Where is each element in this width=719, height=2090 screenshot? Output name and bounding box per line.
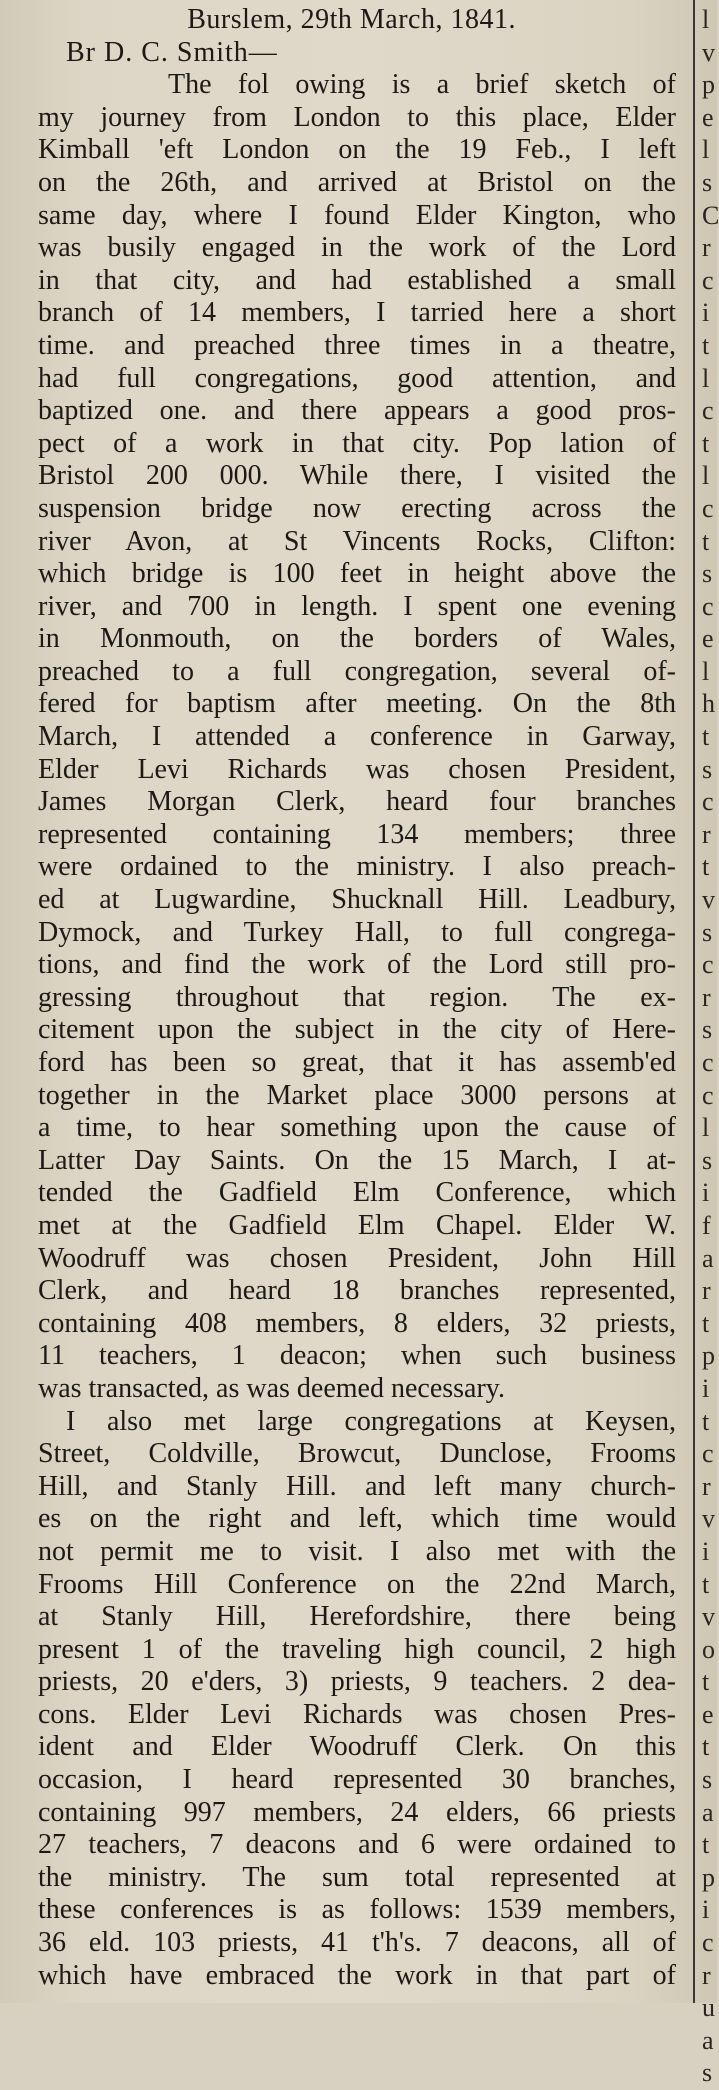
adjacent-column-letter: v [702,1504,715,1534]
adjacent-column-letter: l [702,656,710,686]
text-line: ed at Lugwardine, Shucknall Hill. Leadbury, [38,884,676,916]
text-line: which have embraced the work in that part of [38,1959,676,1991]
adjacent-column-letter: l [702,461,710,491]
adjacent-column-letter: l [702,135,710,165]
adjacent-column-letter: t [702,1667,710,1697]
text-line: 11 teachers, 1 deacon; when such business [38,1340,676,1372]
adjacent-column-letter: s [702,1145,713,1175]
text-line: Street, Coldville, Browcut, Dunclose, Frooms [38,1438,676,1470]
text-line: March, I attended a conference in Garway, [38,721,676,753]
adjacent-column-letter: r [702,233,711,263]
adjacent-column-letter: p [702,1341,715,1371]
adjacent-column-letter: r [702,982,711,1012]
text-line: gressing throughout that region. The ex- [38,981,676,1013]
adjacent-column-letter: i [702,1373,710,1403]
adjacent-column-letter: r [702,1276,711,1306]
adjacent-column-letter: a [702,1797,714,1827]
text-line: The fol owing is a brief sketch of [168,69,676,101]
adjacent-column-letter: s [702,754,713,784]
text-line: on the 26th, and arrived at Bristol on the [38,166,676,198]
text-line: time. and preached three times in a theatre, [38,329,676,361]
adjacent-column-letter: c [702,1928,714,1958]
adjacent-column-letter: s [702,2058,713,2088]
text-line: branch of 14 members, I tarried here a short [38,297,676,329]
adjacent-column-letter: v [702,37,715,67]
adjacent-column-letter: c [702,1439,714,1469]
text-line: in that city, and had established a small [38,264,676,296]
text-line: es on the right and left, which time would [38,1503,676,1535]
text-line: met at the Gadfield Elm Chapel. Elder W. [38,1209,676,1241]
text-line: Dymock, and Turkey Hall, to full congrega- [38,916,676,948]
text-line: priests, 20 e'ders, 3) priests, 9 teachers. 2 dea- [38,1666,676,1698]
adjacent-column-letter: t [702,1406,710,1436]
text-line: Elder Levi Richards was chosen President, [38,753,676,785]
text-line: river Avon, at St Vincents Rocks, Clifton: [38,525,676,557]
text-line: not permit me to visit. I also met with the [38,1535,676,1567]
adjacent-column-letter: t [702,1732,710,1762]
adjacent-column-letter: e [702,102,714,132]
adjacent-column-letter: i [702,1178,710,1208]
text-line: Frooms Hill Conference on the 22nd March, [38,1568,676,1600]
text-line: Clerk, and heard 18 branches represented, [38,1275,676,1307]
adjacent-column-letter: C [702,200,719,230]
text-line: 27 teachers, 7 deacons and 6 were ordained to [38,1829,676,1861]
text-line: suspension bridge now erecting across the [38,492,676,524]
text-line: at Stanly Hill, Herefordshire, there being [38,1601,676,1633]
text-line: my journey from London to this place, Elder [38,101,676,133]
text-line: were ordained to the ministry. I also preach- [38,851,676,883]
article-paragraph-2 [38,1406,676,1993]
adjacent-column-letter: v [702,885,715,915]
text-line: 36 eld. 103 priests, 41 t'h's. 7 deacons, all of [38,1927,676,1959]
text-line: containing 997 members, 24 elders, 66 priests [38,1796,676,1828]
adjacent-column-letter: s [702,917,713,947]
text-line: which bridge is 100 feet in height above the [38,558,676,590]
adjacent-column-letter: c [702,591,714,621]
text-line: had full congregations, good attention, and [38,362,676,394]
text-line: containing 408 members, 8 elders, 32 priests, [38,1307,676,1339]
adjacent-column-letter: t [702,526,710,556]
text-line: river, and 700 in length. I spent one evening [38,590,676,622]
adjacent-column-letter: c [702,1048,714,1077]
text-line: in Monmouth, on the borders of Wales, [38,623,676,655]
adjacent-column-letter: t [702,722,710,752]
adjacent-column-letter: t [702,852,710,882]
adjacent-column-letter: v [702,1602,715,1632]
text-line: ident and Elder Woodruff Clerk. On this [38,1731,676,1763]
text-line: pect of a work in that city. Pop lation of [38,427,676,459]
adjacent-column-letter: c [702,493,714,523]
text-line: Woodruff was chosen President, John Hill [38,1242,676,1274]
adjacent-column-letter: t [702,1830,710,1860]
adjacent-column-letter: i [702,298,710,328]
adjacent-column-letter: i [702,1895,710,1925]
adjacent-column-letter: t [702,1569,710,1599]
text-line: a time, to hear something upon the cause of [38,1112,676,1144]
text-line: was busily engaged in the work of the Lord [38,232,676,264]
text-line: James Morgan Clerk, heard four branches [38,786,676,818]
adjacent-column-letter: p [702,1862,715,1892]
adjacent-column-letter: i [702,1536,710,1566]
adjacent-column-letter: l [702,1113,710,1143]
adjacent-column-letter: h [702,689,715,719]
adjacent-column-letter: a [702,1243,714,1273]
text-line: citement upon the subject in the city of Here- [38,1014,676,1046]
text-line: Latter Day Saints. On the 15 March, I at- [38,1144,676,1176]
text-line: ford has been so great, that it has assemb'ed [38,1047,676,1078]
text-line: cons. Elder Levi Richards was chosen Pres- [38,1698,676,1730]
text-line: Bristol 200 000. While there, I visited the [38,460,676,492]
text-line: was transacted, as was deemed necessary. [38,1372,505,1404]
adjacent-column-letter: a [702,2025,714,2055]
text-line: the ministry. The sum total represented at [38,1861,676,1893]
adjacent-column-letter: c [702,1080,714,1110]
adjacent-column-letter: u [702,1993,715,2023]
text-line: same day, where I found Elder Kington, who [38,199,676,231]
adjacent-column-letter: s [702,559,713,589]
text-line: Hill, and Stanly Hill. and left many church- [38,1470,676,1502]
adjacent-column-letter: o [702,1634,715,1664]
article-salutation: Br D. C. Smith— [66,36,278,68]
adjacent-column-letter: p [702,70,715,100]
adjacent-column-letter: f [702,1210,711,1240]
adjacent-column-fragment [698,0,719,2088]
adjacent-column-letter: s [702,167,713,197]
adjacent-column-letter: r [702,1471,711,1501]
text-line: I also met large congregations at Keysen, [66,1405,676,1437]
text-line: tions, and find the work of the Lord still pro- [38,949,676,981]
text-line: together in the Market place 3000 persons at [38,1079,676,1111]
text-line: baptized one. and there appears a good pros- [38,395,676,427]
text-line: Kimball 'eft London on the 19 Feb., I left [38,134,676,166]
adjacent-column-letter: c [702,265,714,295]
adjacent-column-letter: s [702,1015,713,1045]
adjacent-column-letter: c [702,950,714,980]
text-line: fered for baptism after meeting. On the 8th [38,688,676,720]
adjacent-column-letter: r [702,819,711,849]
adjacent-column-letter: t [702,1308,710,1338]
text-line: occasion, I heard represented 30 branches, [38,1764,676,1796]
adjacent-column-letter: s [702,1765,713,1795]
adjacent-column-letter: e [702,1699,714,1729]
adjacent-column-letter: t [702,428,710,458]
text-line: represented containing 134 members; three [38,818,676,850]
text-line: preached to a full congregation, several of- [38,655,676,687]
adjacent-column-letter: l [702,5,710,34]
column-divider [693,0,695,2003]
adjacent-column-letter: l [702,363,710,393]
text-line: tended the Gadfield Elm Conference, which [38,1177,676,1209]
text-line: present 1 of the traveling high council, 2 high [38,1633,676,1665]
adjacent-column-letter: c [702,396,714,426]
adjacent-column-letter: e [702,624,714,654]
text-line: these conferences is as follows: 1539 members, [38,1894,676,1926]
article-paragraph-1 [38,69,676,1405]
adjacent-column-letter: r [702,1960,711,1990]
adjacent-column-letter: t [702,330,710,360]
adjacent-column-letter: c [702,787,714,817]
article-dateline: Burslem, 29th March, 1841. [187,4,516,35]
